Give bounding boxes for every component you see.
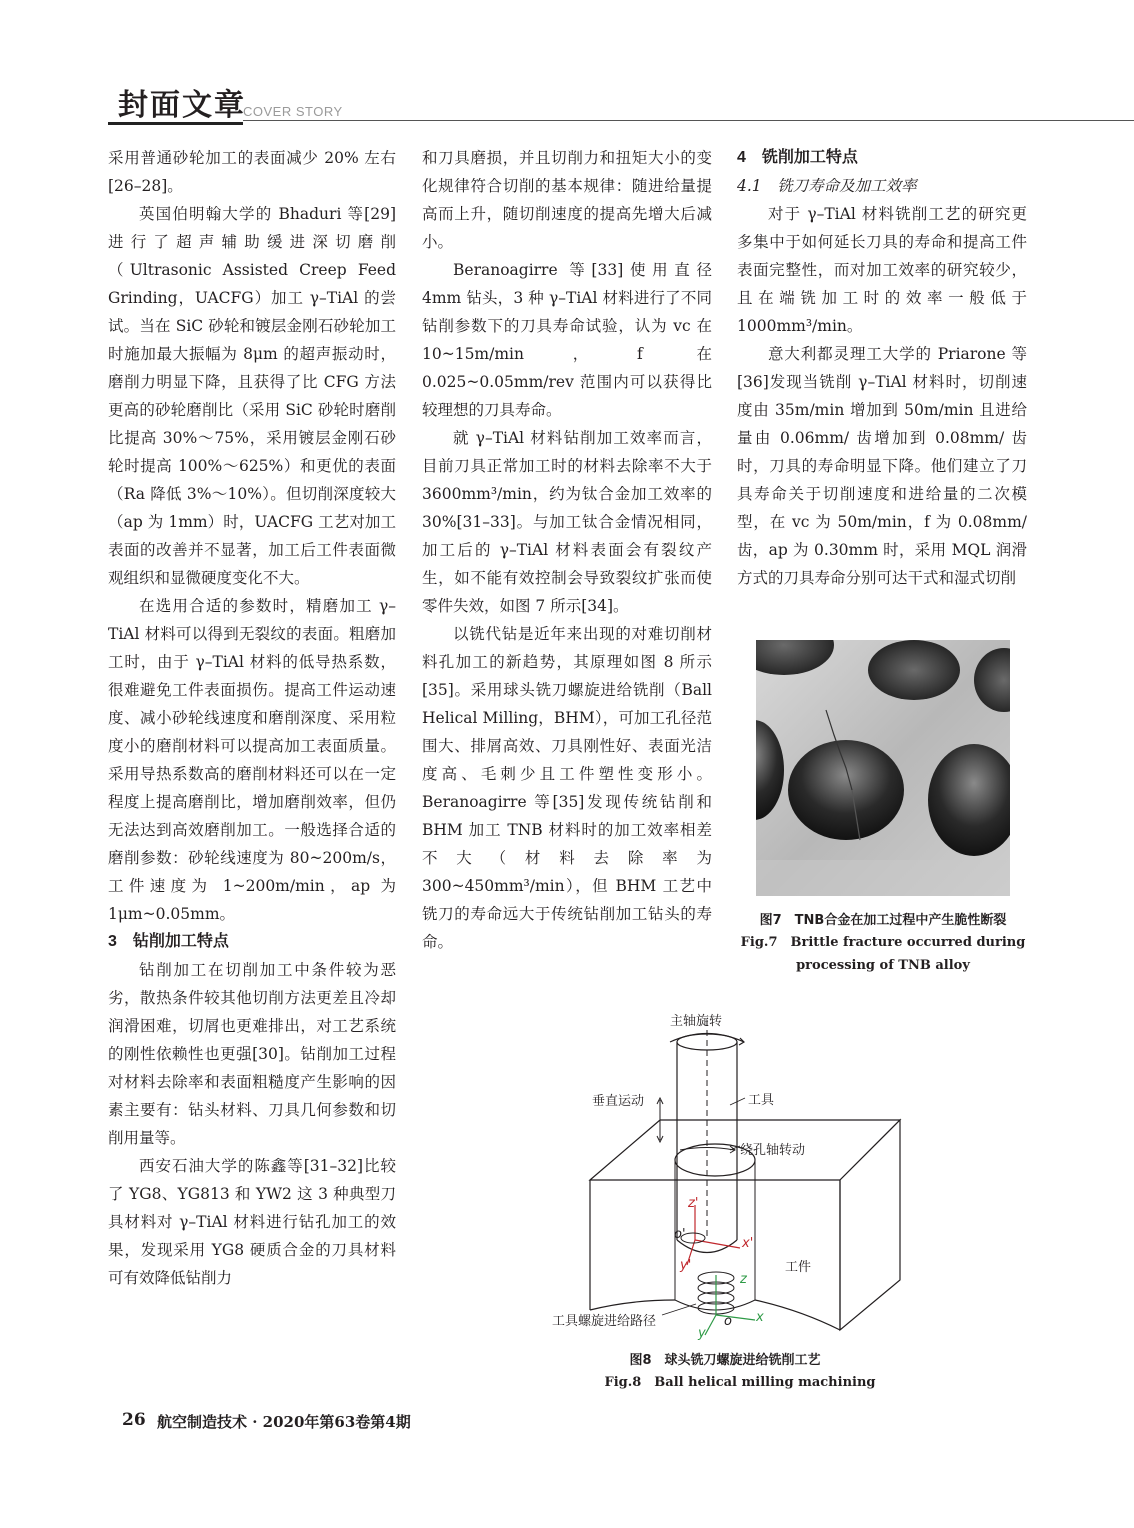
fig8-label-spindle: 主轴旋转 [670, 1014, 723, 1029]
fig8-label-orbit: 绕孔轴转动 [740, 1143, 806, 1158]
paragraph: 英国伯明翰大学的 Bhaduri 等[29]进行了超声辅助缓进深切磨削（Ultrasonic Assisted Creep Feed Grinding，UACFG）加工 γ–TiAl 的尝试。当在 SiC 砂轮和镀层金刚石砂轮加工时施加最大振幅为 8μm 的超声振动时，磨削力明显下降，且获得了比 CFG 方法更高的砂轮磨削比（采用 SiC 砂轮时磨削比提高 30%～75%，采用镀层金刚石砂轮时提高 100%～625%）和更优的表面（Ra 降低 3%～10%）。但切削深度较大（ap 为 1mm）时，UACFG 工艺对加工表面的改善并不显著，加工后工件表面微观组织和显微硬度变化不大。 [108, 205, 396, 587]
header-rule-left [108, 122, 243, 125]
column-3 [737, 144, 1027, 592]
column-1 [108, 144, 396, 1292]
subsection-heading: 4.1 铣刀寿命及加工效率 [737, 177, 917, 195]
fig8-label-vertical: 垂直运动 [592, 1094, 645, 1109]
paragraph: 西安石油大学的陈鑫等[31–32]比较了 YG8、YG813 和 YW2 这 3 种典型刀具材料对 γ–TiAl 材料进行钻孔加工的效果，发现采用 YG8 硬质合金的刀具材料可有效降低钻削力 [108, 1157, 396, 1287]
paragraph: 意大利都灵理工大学的 Priarone 等[36]发现当铣削 γ–TiAl 材料时，切削速度由 35m/min 增加到 50m/min 且进给量由 0.06mm/ 齿增加到 0.08mm/ 齿时，刀具的寿命明显下降。他们建立了刀具寿命关于切削速度和进给量的二次模型，在 vc 为 50m/min，f 为 0.08mm/ 齿，ap 为 0.30mm 时，采用 MQL 润滑方式的刀具寿命分别可达干式和湿式切削 [737, 345, 1027, 587]
fig7-caption-en-line1: Fig.7 Brittle fracture occurred during [740, 935, 1026, 950]
fig8-axis-x: x [756, 1310, 764, 1325]
header-title: 封面文章 [118, 88, 246, 123]
paragraph: 以铣代钻是近年来出现的对难切削材料孔加工的新趋势，其原理如图 8 所示[35]。采用球头铣刀螺旋进给铣削（Ball Helical Milling，BHM），可加工孔径范围大、排屑高效、刀具刚性好、表面光洁度高、毛刺少且工件塑性变形小。Beranoagirre 等[35]发现传统钻削和 BHM 加工 TNB 材料时的加工效率相差不大（材料去除率为 300~450mm³/min），但 BHM 工艺中铣刀的寿命远大于传统钻削加工钻头的寿命。 [422, 625, 712, 951]
column-2 [422, 144, 712, 956]
paragraph: 和刀具磨损，并且切削力和扭矩大小的变化规律符合切削的基本规律：随进给量提高而上升，随切削速度的提高先增大后减小。 [422, 149, 712, 251]
fig8-axis-z1: z' [688, 1196, 699, 1211]
fig7-caption-en-line2: processing of TNB alloy [796, 958, 970, 973]
fig8-axis-z: z [740, 1272, 747, 1287]
fig8-label-workpiece: 工件 [785, 1260, 812, 1275]
journal-name: 航空制造技术 · 2020年第63卷第4期 [157, 1413, 411, 1431]
paragraph: 对于 γ–TiAl 材料铣削工艺的研究更多集中于如何延长刀具的寿命和提高工件表面完整性，而对加工效率的研究较少，且在端铣加工时的效率一般低于 1000mm³/min。 [737, 205, 1027, 335]
fig8-label-tool: 工具 [748, 1093, 775, 1108]
fig7-photo [756, 640, 1010, 896]
paragraph: 就 γ–TiAl 材料钻削加工效率而言，目前刀具正常加工时的材料去除率不大于 3600mm³/min，约为钛合金加工效率的 30%[31–33]。与加工钛合金情况相同，加工后的 γ–TiAl 材料表面会有裂纹产生，如不能有效控制会导致裂纹扩张而使零件失效，如图 7 所示[34]。 [422, 429, 712, 615]
fig8-caption-en: Fig.8 Ball helical milling machining [604, 1375, 876, 1390]
header-subtitle: COVER STORY [243, 104, 343, 119]
section-heading: 3 钻削加工特点 [108, 933, 229, 950]
paragraph: Beranoagirre 等[33]使用直径 4mm 钻头，3 种 γ–TiAl 材料进行了不同钻削参数下的刀具寿命试验，认为 vc 在 10~15m/min，f 在 0.025~0.05mm/rev 范围内可以获得比较理想的刀具寿命。 [422, 261, 712, 419]
fig8-axis-y: y [698, 1326, 706, 1341]
fig8-diagram [540, 1000, 910, 1350]
page-number: 26 [122, 1410, 146, 1430]
section-heading: 4 铣削加工特点 [737, 149, 858, 166]
paragraph: 在选用合适的参数时，精磨加工 γ–TiAl 材料可以得到无裂纹的表面。粗磨加工时，由于 γ–TiAl 材料的低导热系数，很难避免工件表面损伤。提高工件运动速度、减小砂轮线速度和磨削深度、采用粒度小的磨削材料可以提高加工表面质量。采用导热系数高的磨削材料还可以在一定程度上提高磨削比，增加磨削效率，但仍无法达到高效磨削加工。一般选择合适的磨削参数：砂轮线速度为 80~200m/s，工件速度为 1~200m/min，ap 为 1μm~0.05mm。 [108, 597, 396, 923]
paragraph: 钻削加工在切削加工中条件较为恶劣，散热条件较其他切削方法更差且冷却润滑困难，切屑也更难排出，对工艺系统的刚性依赖性也更强[30]。钻削加工过程对材料去除率和表面粗糙度产生影响的因素主要有：钻头材料、刀具几何参数和切削用量等。 [108, 961, 396, 1147]
fig8-axis-o1: o' [674, 1227, 686, 1242]
fig8-axis-y1: y' [680, 1258, 692, 1273]
fig8-axis-o: o [724, 1314, 732, 1329]
header-rule [243, 120, 1134, 121]
paragraph: 采用普通砂轮加工的表面减少 20% 左右[26–28]。 [108, 149, 396, 195]
fig8-axis-x1: x' [742, 1236, 754, 1251]
fig8-caption-cn: 图8 球头铣刀螺旋进给铣削工艺 [629, 1353, 821, 1368]
fig7-caption-cn: 图7 TNB合金在加工过程中产生脆性断裂 [759, 913, 1007, 928]
fig8-label-path: 工具螺旋进给路径 [552, 1314, 657, 1329]
